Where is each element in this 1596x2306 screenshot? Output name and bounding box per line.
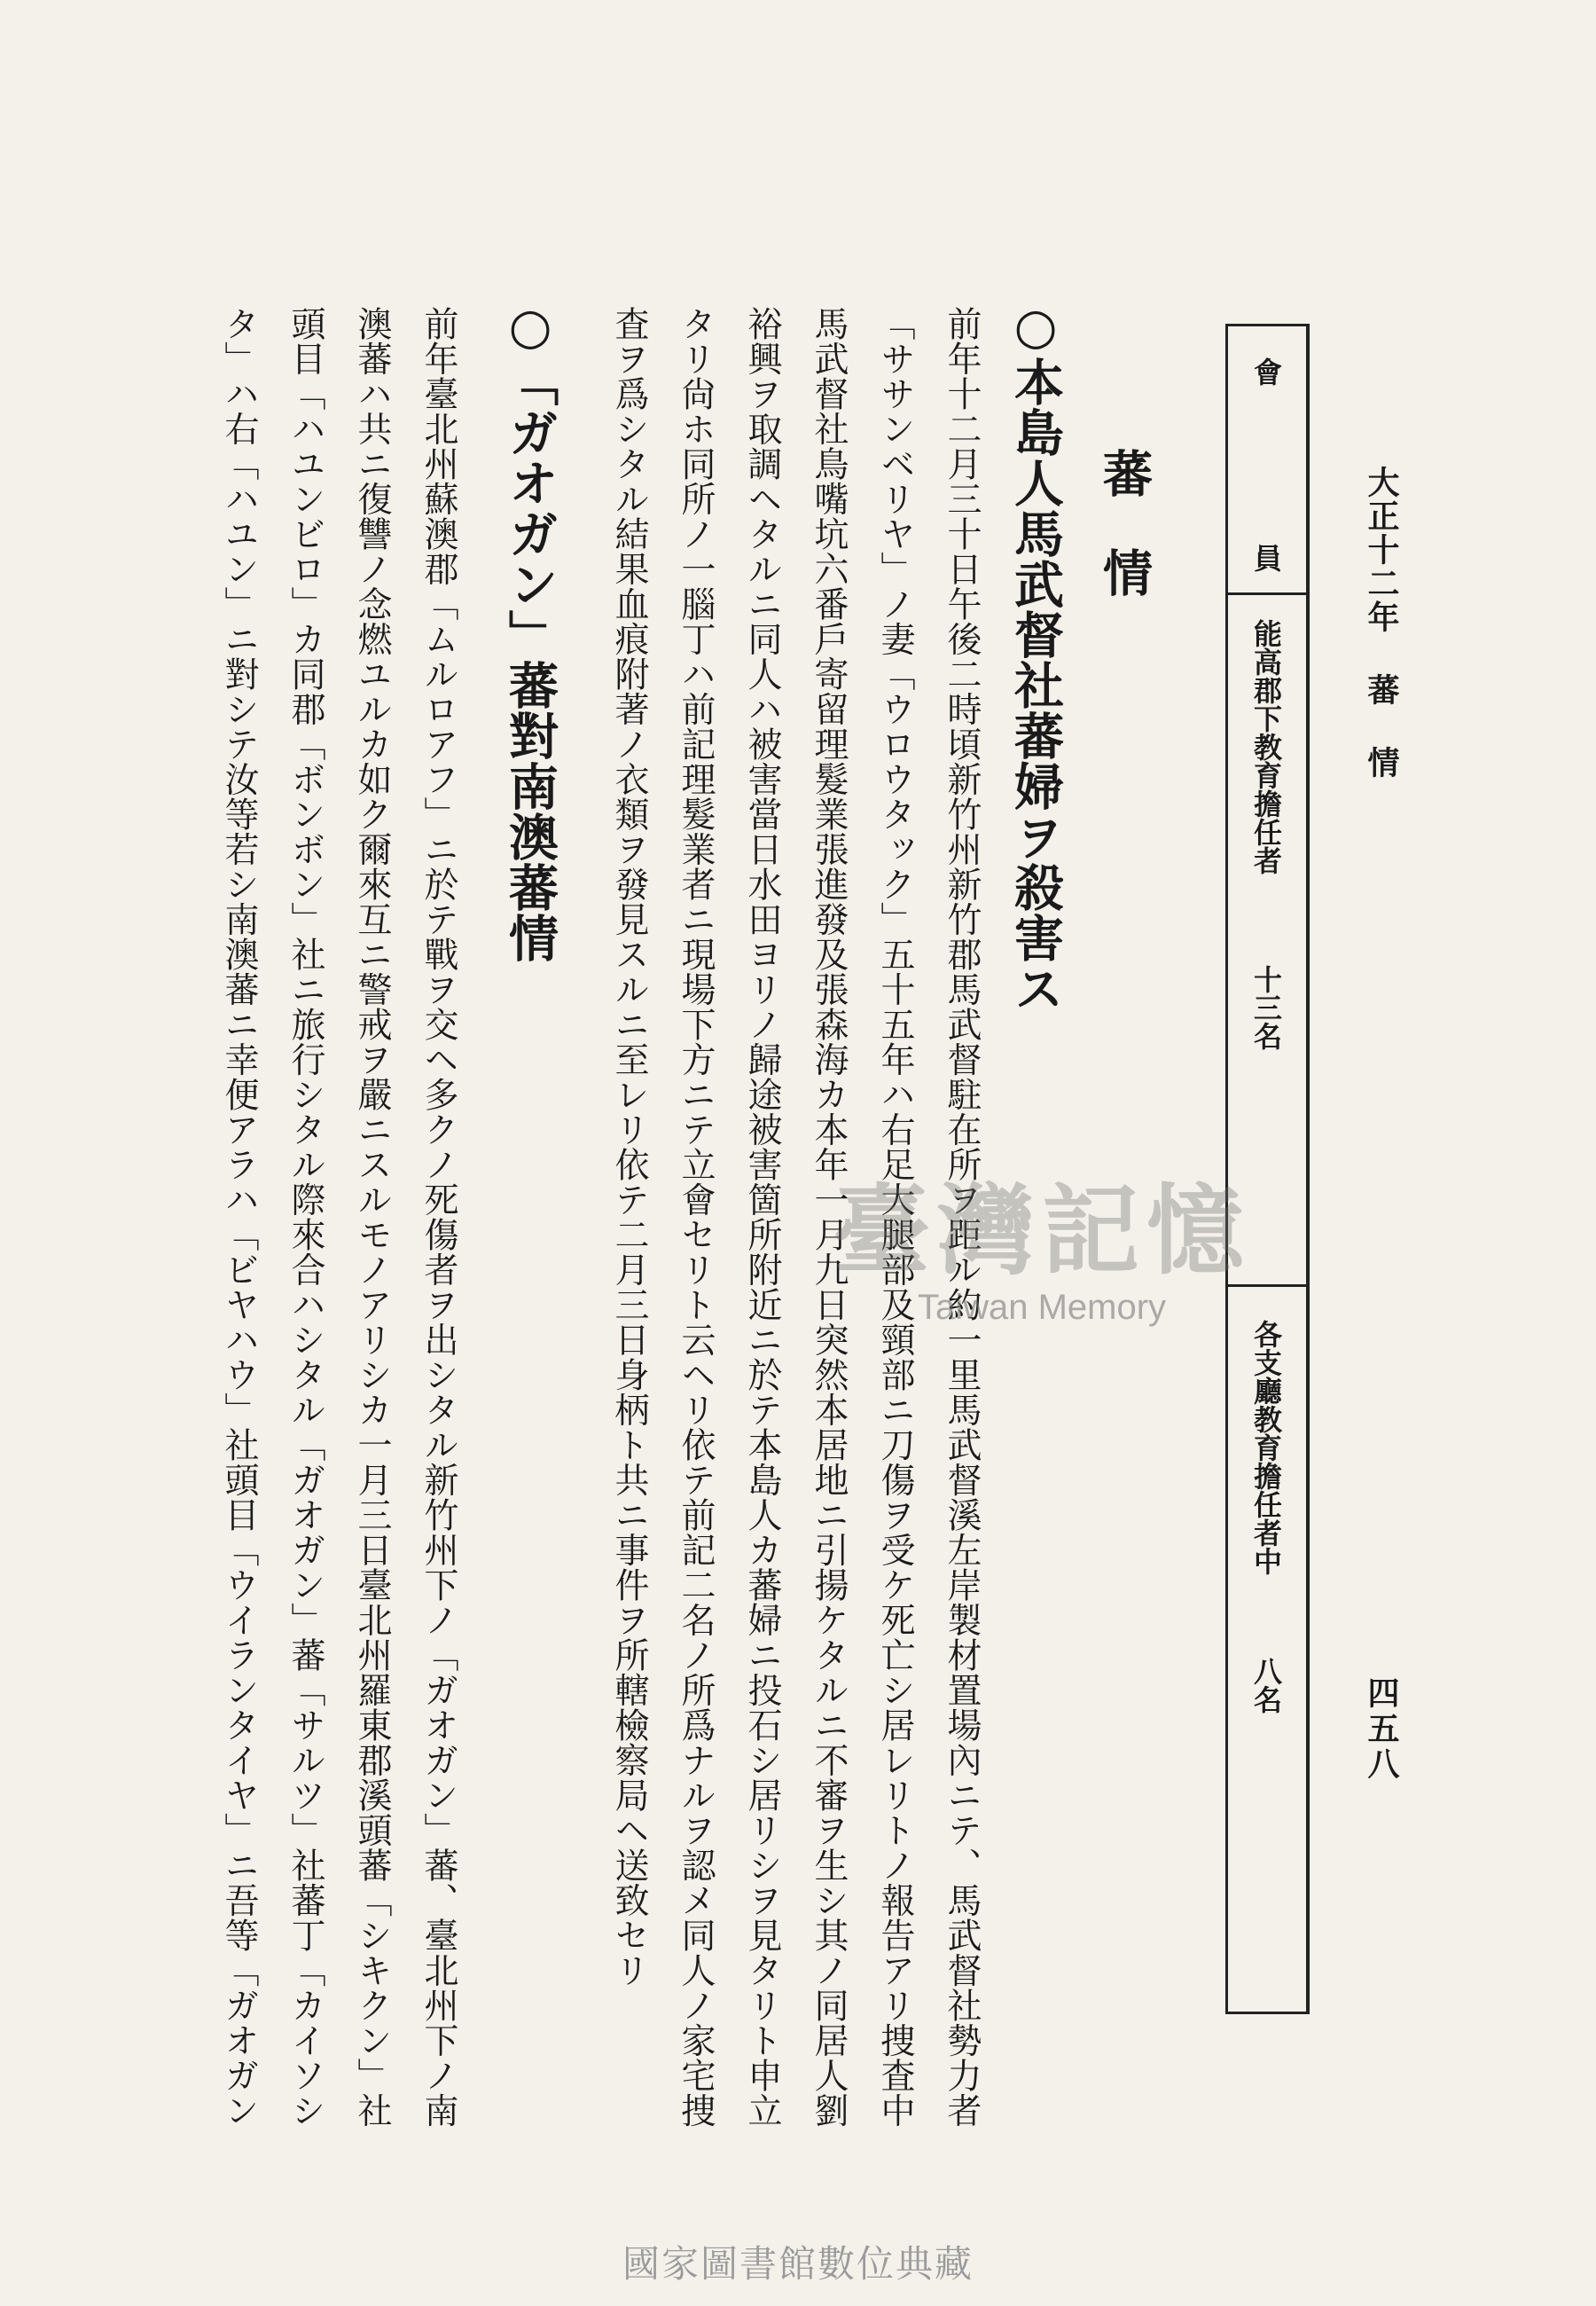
watermark-text: 臺灣記憶 (833, 1173, 1251, 1288)
page-number: 四五八 (1363, 1676, 1400, 1783)
section-title: 蕃情 (1095, 448, 1154, 647)
article-line: 裕興ヲ取調ヘタルニ同人ハ被害當日水田ヨリノ歸途被害箇所附近ニ於テ本島人カ蕃婦ニ投石シ居リシヲ見タリト申立 (742, 306, 782, 2128)
article-line: 前年臺北州蘇澳郡「ムルロアフ」ニ於テ戰ヲ交ヘ多クノ死傷者ヲ出シタル新竹州下ノ「ガオガン」蕃、臺北州下ノ南 (419, 306, 458, 2128)
table-divider (1228, 592, 1306, 595)
table-col2-value: 八名 (1249, 1657, 1283, 1714)
article-line: タ」ハ右「ハユン」ニ對シテ汝等若シ南澳蕃ニ幸便アラハ「ビヤハウ」社頭目「ウイランタイヤ」ニ吾等「ガオガン (219, 306, 259, 2128)
article-title: ○「ガオガン」蕃對南澳蕃情 (501, 297, 559, 963)
article-line: 頭目「ハユンビロ」カ同郡「ボンボン」社ニ旅行シタル際來合ハシタル「ガオガン」蕃「サルツ」社蕃丁「カイソシ (286, 306, 325, 2128)
table-row-label: 會 員 (1249, 357, 1283, 634)
article-line: 査ヲ爲シタル結果血痕附著ノ衣類ヲ發見スルニ至レリ依テ二月三日身柄ト共ニ事件ヲ所轄檢察局ヘ送致セリ (609, 306, 649, 1988)
table-col1-value: 十三名 (1249, 965, 1283, 1050)
running-header-title: 大正十二年 蕃 情 (1363, 466, 1400, 780)
footer-credit: 國家圖書館數位典藏 (622, 2242, 974, 2286)
article-line: 前年十二月三十日午後二時頃新竹州新竹郡馬武督駐在所ヲ距ル約一里馬武督溪左岸製材置場內ニテ、馬武督社勢力者 (942, 306, 982, 2128)
table-col1-label: 能高郡下教育擔任者 (1249, 619, 1283, 875)
watermark-subtitle: Taiwan Memory (917, 1288, 1167, 1327)
article-title: ○本島人馬武督社蕃婦ヲ殺害ス (1006, 297, 1065, 1014)
article-line: 澳蕃ハ共ニ復讐ノ念燃ユルカ如ク爾來互ニ警戒ヲ嚴ニスルモノアリシカ一月三日臺北州羅東郡溪頭蕃「シキクン」社 (352, 306, 392, 2128)
article-line: タリ尙ホ同所ノ一腦丁ハ前記理髮業者ニ現場下方ニテ立會セリト云ヘリ依テ前記二名ノ所爲ナルヲ認メ同人ノ家宅捜 (676, 306, 716, 2128)
article-line: 馬武督社鳥嘴坑六番戶寄留理髮業張進發及張森海カ本年一月九日突然本居地ニ引揚ケタルニ不審ヲ生シ其ノ同居人劉 (809, 306, 849, 2128)
watermark (802, 1153, 1281, 1328)
article-line: 「ササンベリヤ」ノ妻「ウロウタック」五十五年ハ右足大腿部及頸部ニ刀傷ヲ受ケ死亡シ居レリトノ報告アリ捜査中 (875, 306, 915, 2128)
table-col2-label: 各支廳教育擔任者中 (1249, 1320, 1283, 1575)
